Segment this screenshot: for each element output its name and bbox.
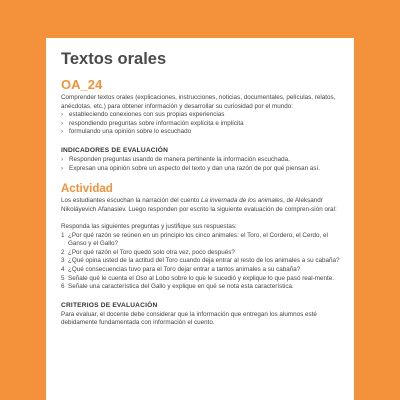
list-item: › Expresan una opinión sobre un aspecto del texto y dan una razón de por qué piensan así.	[61, 164, 321, 172]
page-title: Textos orales	[61, 50, 167, 68]
question-item: 1 ¿Por qué razón se reúnen en un principio los cinco animales: el Toro, el Cordero, el Cerdo, el Ganso y el Gallo?	[61, 231, 328, 248]
chevron-right-icon: ›	[61, 119, 64, 127]
question-item: 4 ¿Qué consecuencias tuvo para el Toro dejar entrar a tantos animales a su cabaña?	[61, 265, 301, 273]
story-title: La invernada de los animales	[201, 197, 283, 205]
chevron-right-icon: ›	[61, 164, 64, 172]
document-page	[46, 38, 354, 400]
questions-intro: Responda las siguientes preguntas y justifique sus respuestas:	[61, 222, 237, 230]
activity-description: Los estudiantes escuchan la narración del cuento La invernada de los animales, de Aleksandr Nikoláyevich Afanasiev. Luego responden por escrito la siguiente evaluación de compren-sión oral:	[61, 197, 337, 213]
list-item: › respondiendo preguntas sobre información explícita e implícita	[61, 119, 244, 127]
chevron-right-icon: ›	[61, 111, 64, 119]
chevron-right-icon: ›	[61, 155, 64, 163]
question-item: 6 Señale una característica del Gallo y explique en qué se nota esta característica.	[61, 283, 294, 291]
indicators-heading: INDICADORES DE EVALUACIÓN	[61, 146, 169, 154]
list-item: › formulando una opinión sobre lo escuchado	[61, 128, 192, 136]
chevron-right-icon: ›	[61, 128, 64, 136]
oa-code: OA_24	[61, 77, 103, 92]
question-item: 2 ¿Por qué razón el Toro quedó solo otra vez, poco después?	[61, 248, 235, 256]
criteria-heading: CRITERIOS DE EVALUACIÓN	[61, 301, 158, 309]
question-item: 5 Señale qué le cuenta el Oso al Lobo sobre lo que le sucedió y explique lo que pasó real-mente.	[61, 274, 335, 282]
criteria-text: Para evaluar, el docente debe considerar que la información que entregan los alumnos esté debidamente fundamentada con información el cuento.	[61, 310, 317, 327]
list-item: › Responden preguntas usando de manera pertinente la información escuchada.	[61, 155, 290, 163]
list-item: › estableciendo conexiones con sus propias experiencias	[61, 111, 225, 119]
indicators-list	[61, 156, 340, 173]
oa-bullet-list	[61, 111, 340, 137]
activity-title: Actividad	[61, 183, 113, 196]
questions-list	[61, 232, 340, 292]
question-item: 3 ¿Qué opina usted de la actitud del Toro cuando deja entrar al resto de los animales a su cabaña?	[61, 257, 340, 265]
oa-description: Comprender textos orales (explicaciones, instrucciones, noticias, documentales, películas, relatos, anécdotas, etc.) para obtener información y desarrollar su curiosidad por el mundo:	[61, 94, 336, 110]
